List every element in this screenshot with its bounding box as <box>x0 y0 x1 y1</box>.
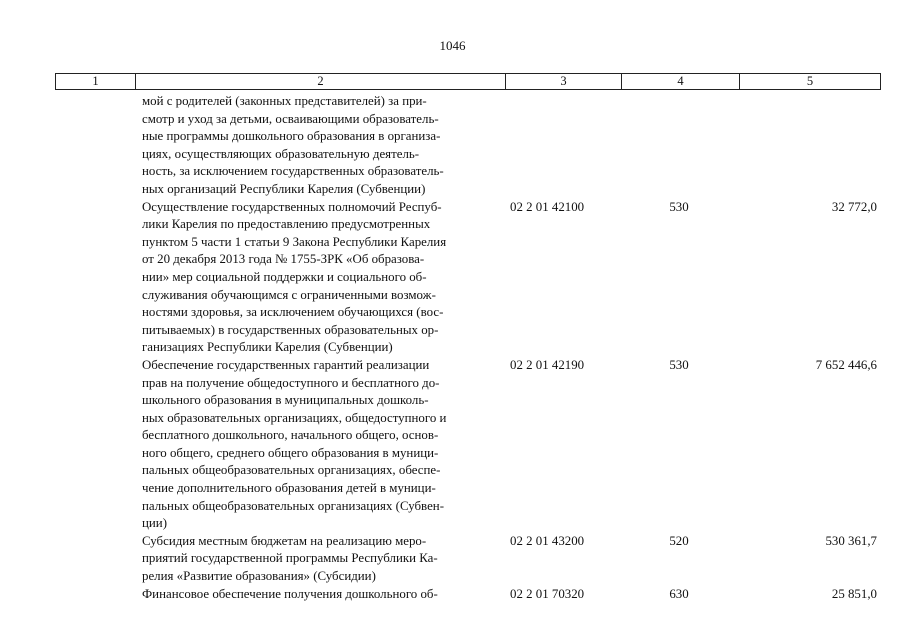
description-line: ганизациях Республики Карелия (Субвенции) <box>142 340 393 355</box>
description-line: приятий государственной программы Республики Ка- <box>142 551 438 566</box>
description-line: ного общего, среднего общего образования в муници- <box>142 445 439 460</box>
description-line: ных организаций Республики Карелия (Субвенции) <box>142 181 426 196</box>
row-expense-type <box>620 93 738 199</box>
row-sum: 25 851,0 <box>831 586 877 601</box>
header-col-5: 5 <box>806 74 814 88</box>
description-line: нии» мер социальной поддержки и социального об- <box>142 269 427 284</box>
description-line: пальных общеобразовательных организациях, обеспе- <box>142 463 441 478</box>
description-line: питываемых) в государственных образовательных ор- <box>142 322 439 337</box>
header-col-4: 4 <box>622 74 740 89</box>
description-line: лики Карелия по предоставлению предусмотренных <box>142 217 431 232</box>
row-description <box>142 93 502 199</box>
description-line: бесплатного дошкольного, начального общего, основ- <box>142 428 439 443</box>
description-line: ции) <box>142 516 167 531</box>
description-line: служивания обучающимся с ограниченными возмож- <box>142 287 436 302</box>
header-col-2: 2 <box>136 74 506 89</box>
description-line: Субсидия местным бюджетам на реализацию меро- <box>142 533 427 548</box>
table-row <box>142 357 881 533</box>
table-row <box>142 586 881 604</box>
description-line: от 20 декабря 2013 года № 1755-ЗРК «Об образова- <box>142 252 425 267</box>
description-line: циях, осуществляющих образовательную деятель- <box>142 146 420 161</box>
row-sum <box>738 93 881 199</box>
description-line: Обеспечение государственных гарантий реализации <box>142 357 430 372</box>
row-expense-type: 520 <box>669 533 689 548</box>
description-line: пальных общеобразовательных организациях (Субвен- <box>142 498 444 513</box>
description-line: релия «Развитие образования» (Субсидии) <box>142 569 376 584</box>
table-body <box>142 93 881 603</box>
table-row <box>142 93 881 199</box>
row-sum: 7 652 446,6 <box>815 357 877 372</box>
row-code: 02 2 01 42100 <box>510 199 585 214</box>
row-description <box>142 357 502 533</box>
row-expense-type: 530 <box>669 199 689 214</box>
description-line: прав на получение общедоступного и бесплатного до- <box>142 375 440 390</box>
table-row <box>142 533 881 586</box>
row-description <box>142 586 502 604</box>
row-code: 02 2 01 42190 <box>510 357 585 372</box>
description-line: ных образовательных организациях, общедоступного и <box>142 410 447 425</box>
page-number: 1046 <box>439 38 466 53</box>
description-line: школьного образования в муниципальных дошколь- <box>142 393 429 408</box>
row-code: 02 2 01 43200 <box>510 533 585 548</box>
row-description <box>142 533 502 586</box>
row-expense-type: 630 <box>669 586 689 601</box>
description-line: чение дополнительного образования детей в муници- <box>142 481 436 496</box>
row-expense-type: 530 <box>669 357 689 372</box>
row-sum: 32 772,0 <box>831 199 877 214</box>
row-code <box>502 93 620 199</box>
row-description <box>142 199 502 357</box>
header-col-3: 3 <box>506 74 622 89</box>
table-row <box>142 199 881 357</box>
description-line: Осуществление государственных полномочий Респуб- <box>142 199 442 214</box>
row-sum: 530 361,7 <box>825 533 877 548</box>
description-line: мой с родителей (законных представителей) за при- <box>142 94 427 108</box>
header-col-1: 1 <box>56 74 136 89</box>
description-line: Финансовое обеспечение получения дошкольного об- <box>142 586 438 601</box>
table-header <box>55 73 881 90</box>
description-line: ность, за исключением государственных образователь- <box>142 164 444 179</box>
row-code: 02 2 01 70320 <box>510 586 585 601</box>
description-line: смотр и уход за детьми, осваивающими образователь- <box>142 111 439 126</box>
description-line: ностями здоровья, за исключением обучающихся (вос- <box>142 305 444 320</box>
description-line: ные программы дошкольного образования в организа- <box>142 129 441 144</box>
description-line: пунктом 5 части 1 статьи 9 Закона Республики Карелия <box>142 234 447 249</box>
